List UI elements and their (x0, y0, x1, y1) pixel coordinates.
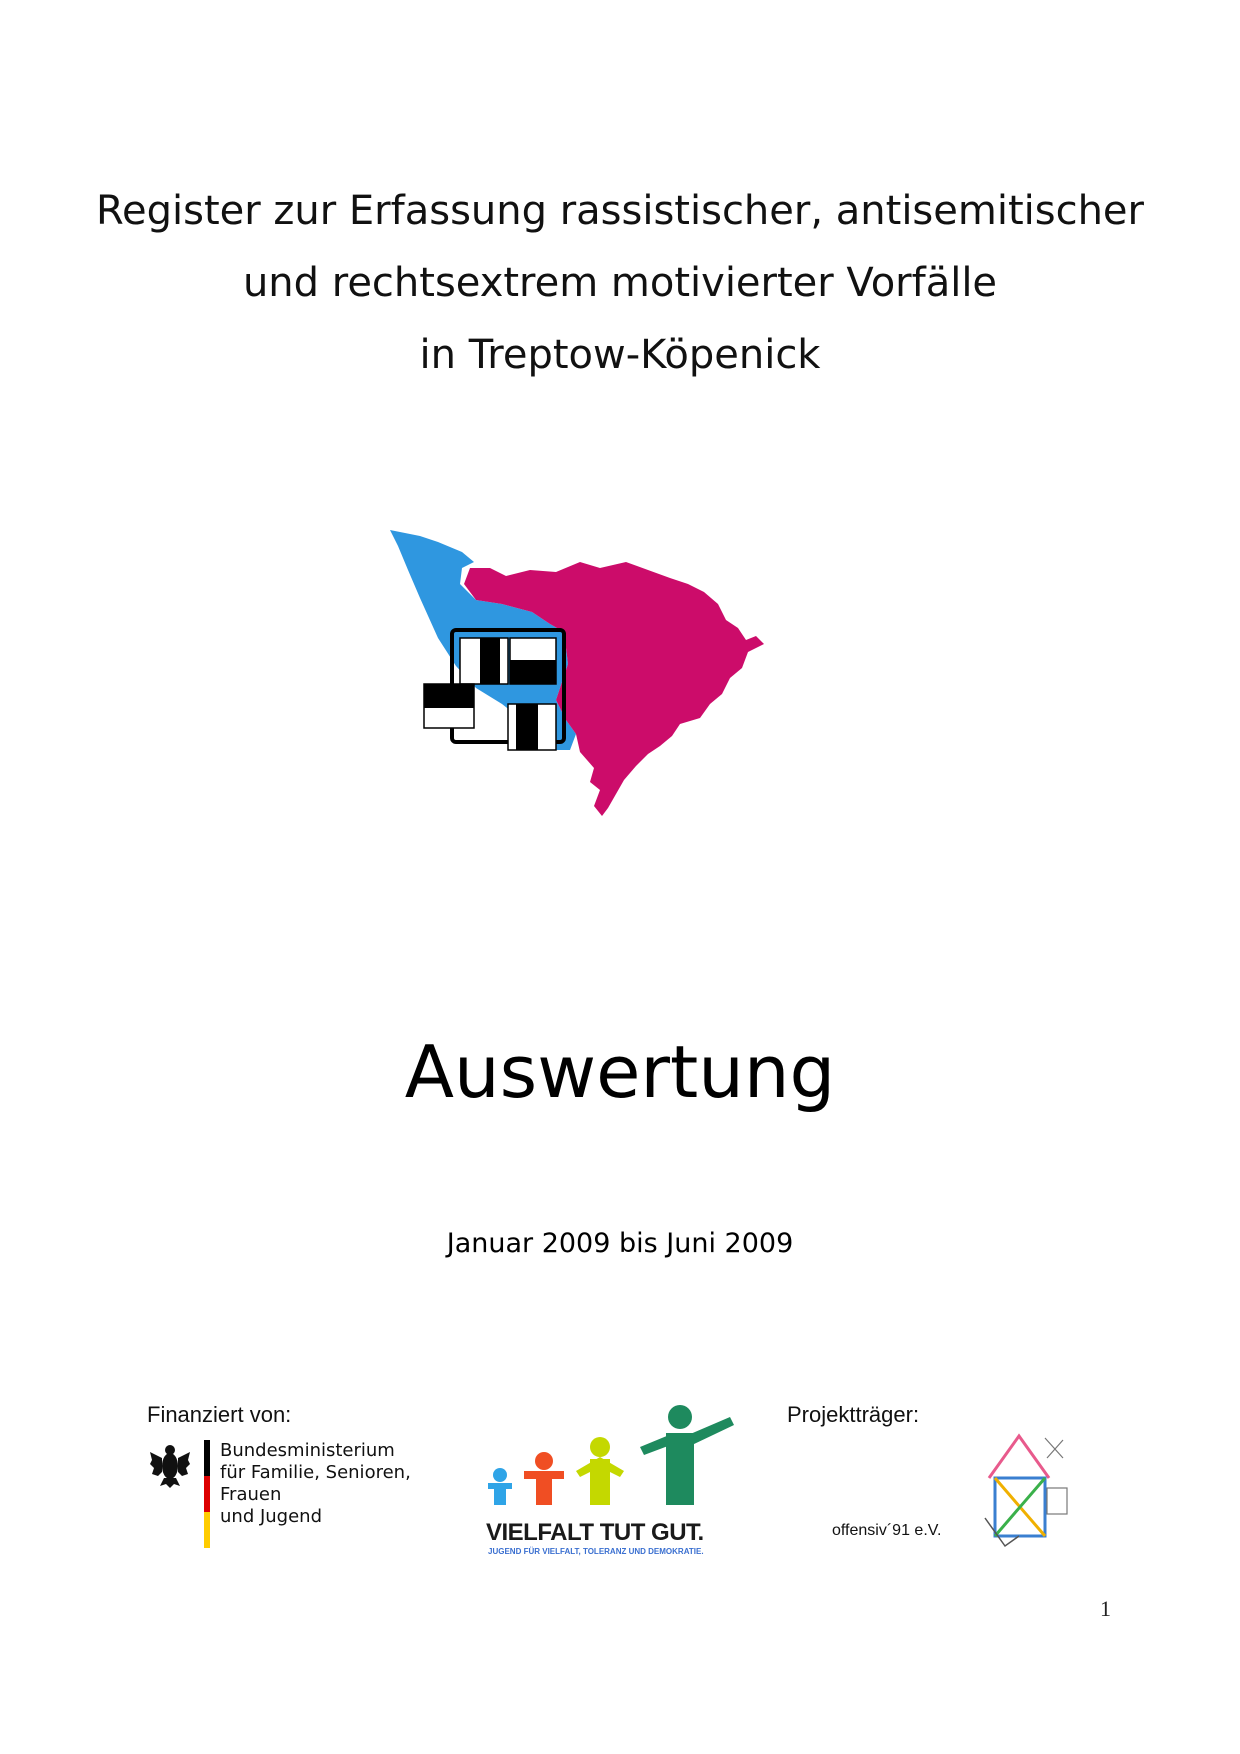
title-line-3: in Treptow-Köpenick (419, 332, 821, 378)
project-carrier-label: Projektträger: (787, 1402, 920, 1427)
ministry-line-3: und Jugend (220, 1506, 323, 1527)
ministry-logo (150, 1438, 460, 1558)
title-line-1: Register zur Erfassung rassistischer, antisemitischer (96, 188, 1144, 234)
logo-block-4-bar (516, 704, 538, 750)
ministry-name (220, 1440, 460, 1528)
logo-block-1-bar (480, 638, 500, 684)
register-title (0, 175, 1240, 391)
vielfalt-name: VIELFALT TUT GUT. (486, 1519, 704, 1546)
logo-block-2-bar (510, 660, 556, 684)
offensiv-name: offensiv´91 e.V. (832, 1522, 942, 1539)
page-number: 1 (1100, 1596, 1111, 1621)
report-heading: Auswertung (404, 1030, 836, 1114)
ministry-line-1: Bundesministerium (220, 1440, 395, 1461)
district-map-logo (380, 528, 850, 828)
people-figures-icon (480, 1405, 740, 1517)
ministry-line-2: für Familie, Senioren, Frauen (220, 1462, 411, 1505)
logo-block-3-bar (424, 684, 474, 708)
vielfalt-tut-gut-logo (480, 1405, 740, 1565)
offensiv-house-logo (975, 1418, 1075, 1558)
funded-by-label: Finanziert von: (147, 1402, 292, 1427)
federal-eagle-icon (150, 1438, 214, 1558)
report-period: Januar 2009 bis Juni 2009 (446, 1228, 794, 1259)
vielfalt-tagline: JUGEND FÜR VIELFALT, TOLERANZ UND DEMOKRATIE. (488, 1547, 704, 1556)
title-line-2: und rechtsextrem motivierter Vorfälle (242, 260, 998, 306)
